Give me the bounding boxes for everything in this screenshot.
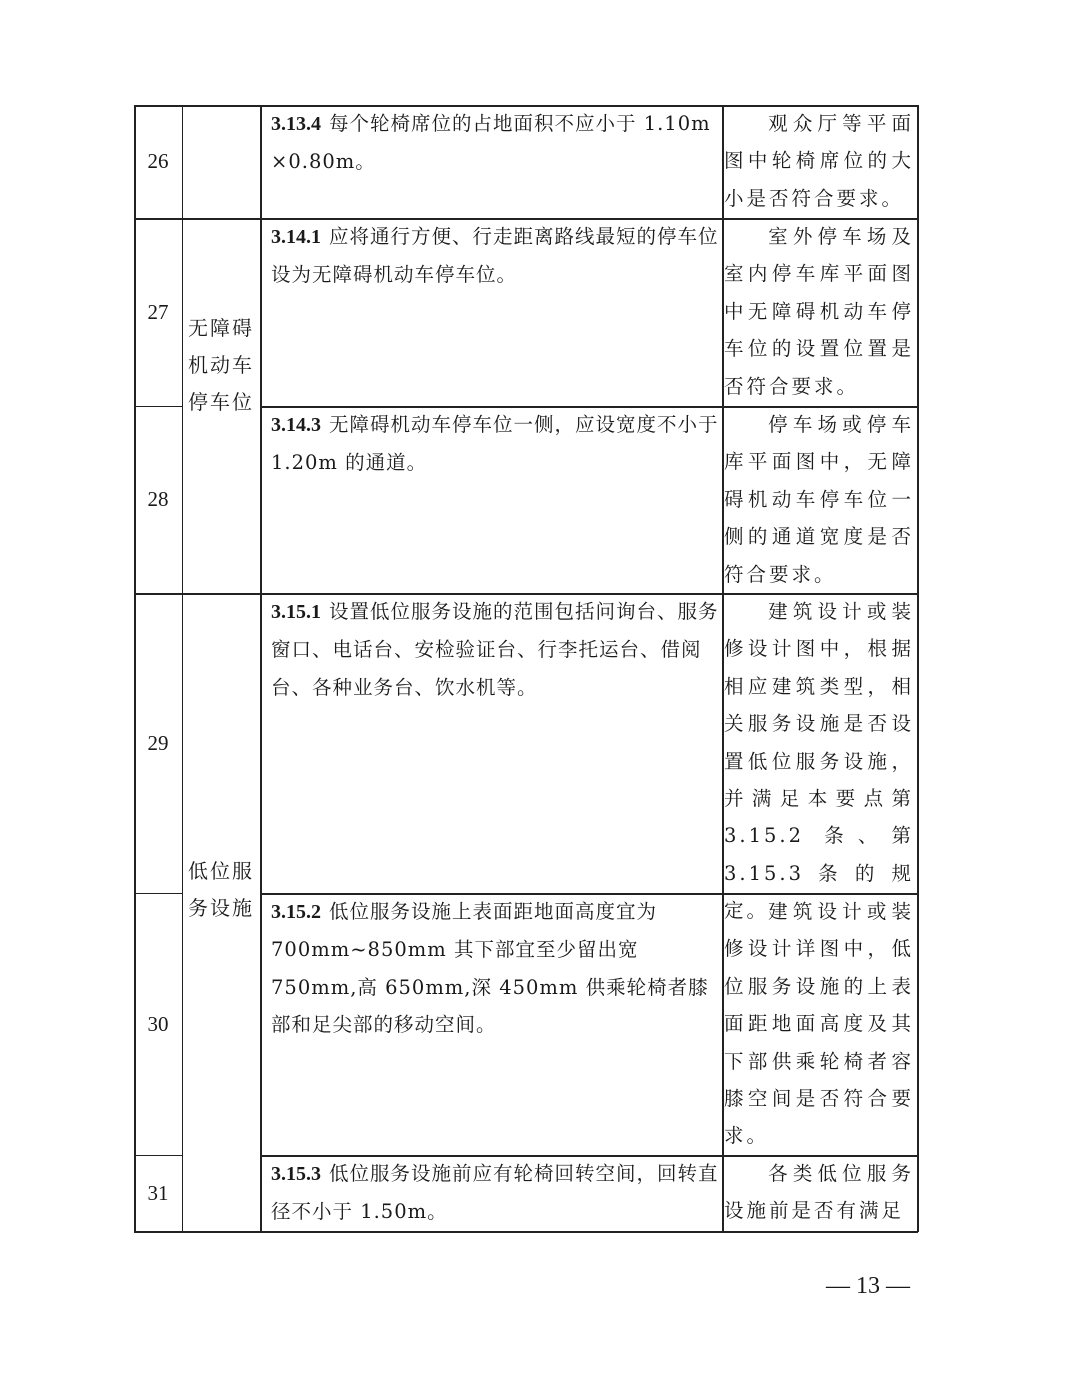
requirement-text (261, 105, 719, 181)
category-label: 无障碍机动车停车位 (188, 316, 254, 414)
clause-code: 3.15.3 (271, 1163, 321, 1185)
row-number: 31 (147, 1180, 169, 1205)
check-point-text (724, 218, 914, 405)
requirement-text (261, 1155, 719, 1231)
check-point-content: 建筑设计或装修设计图中，根据相应建筑类型，相关服务设施是否设置低位服务设施，并满足本要点第3.15.2 条、第 3.15.3条的规定。 (724, 600, 914, 923)
check-point-content: 室外停车场及室内停车库平面图中无障碍机动车停车位的设置位置是否符合要求。 (724, 225, 914, 398)
check-point-text (724, 406, 914, 593)
requirement-text (261, 218, 719, 294)
check-point-content: 停车场或停车库平面图中，无障碍机动车停车位一侧的通道宽度是否符合要求。 (724, 413, 914, 586)
clause-code: 3.14.1 (271, 226, 321, 248)
clause-code: 3.15.1 (271, 601, 321, 623)
page-number: — 13 — (826, 1273, 910, 1299)
column-divider (182, 105, 183, 1232)
table-border-bottom (134, 1231, 918, 1233)
clause-code: 3.15.2 (271, 901, 321, 923)
check-point-content: 观众厅等平面图中轮椅席位的大小是否符合要求。 (724, 112, 914, 210)
requirements-table (134, 105, 918, 1232)
check-point-text (724, 105, 914, 217)
row-number: 27 (147, 299, 169, 324)
clause-text: 每个轮椅席位的占地面积不应小于 1.10m ×0.80m。 (271, 112, 711, 174)
clause-code: 3.13.4 (271, 113, 321, 135)
clause-text: 低位服务设施前应有轮椅回转空间，回转直径不小于 1.50m。 (271, 1162, 719, 1224)
row-number: 30 (147, 1011, 169, 1036)
check-point-content: 各类低位服务设施前是否有满足 (724, 1162, 914, 1223)
clause-text: 设置低位服务设施的范围包括问询台、服务窗口、电话台、安检验证台、行李托运台、借阅台、各种业务台、饮水机等。 (271, 600, 719, 699)
row-number: 28 (147, 487, 169, 511)
clause-text: 应将通行方便、行走距离路线最短的停车位设为无障碍机动车停车位。 (271, 225, 719, 287)
table-border-right (917, 105, 919, 1232)
check-point-text (724, 593, 914, 930)
clause-code: 3.14.3 (271, 414, 321, 436)
clause-text: 低位服务设施上表面距地面高度宜为 700mm~850mm 其下部宜至少留出宽 750mm,高 650mm,深 450mm 供乘轮椅者膝部和足尖部的移动空间。 (271, 900, 709, 1037)
requirement-text (261, 593, 719, 706)
row-number: 26 (147, 149, 169, 173)
row-number: 29 (147, 730, 169, 755)
check-point-text (724, 893, 914, 1155)
check-point-text (724, 1155, 914, 1230)
requirement-text (261, 893, 719, 1044)
clause-text: 无障碍机动车停车位一侧，应设宽度不小于 1.20m 的通道。 (271, 413, 719, 475)
check-point-content: 建筑设计或装修设计详图中，低位服务设施的上表面距地面高度及其下部供乘轮椅者容膝空间是否符合要求。 (724, 900, 914, 1148)
requirement-text (261, 406, 719, 482)
category-label: 低位服务设施 (188, 859, 254, 920)
